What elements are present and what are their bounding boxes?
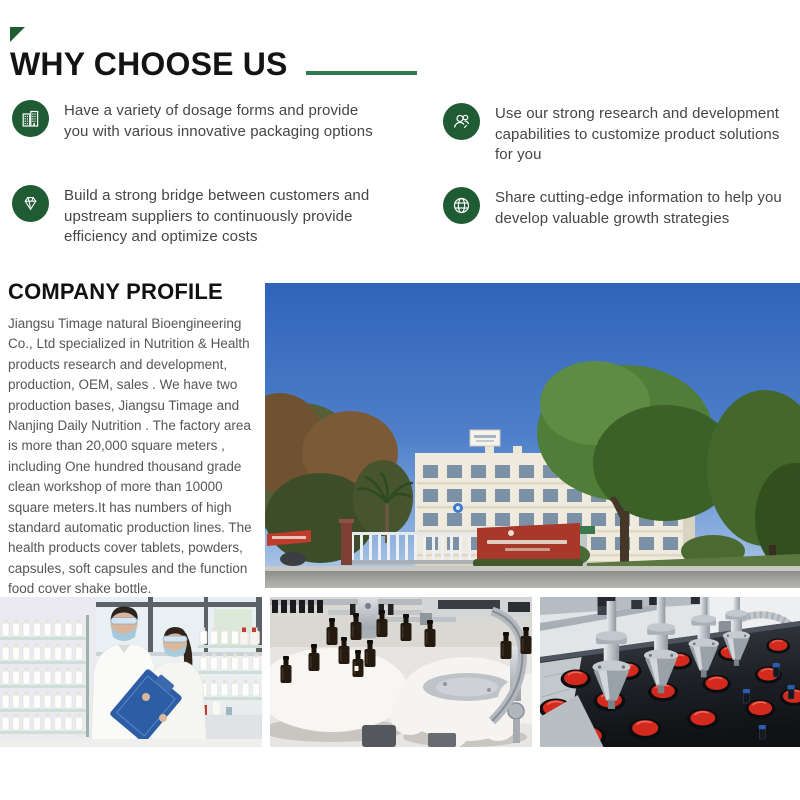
- why-choose-us-title: WHY CHOOSE US: [10, 46, 288, 82]
- company-profile-title: COMPANY PROFILE: [8, 279, 223, 304]
- diamond-icon: [12, 185, 49, 222]
- research-team-icon: [443, 103, 480, 140]
- factory-building-photo: [265, 283, 800, 588]
- red-cap-filling-machine-photo: [540, 597, 800, 747]
- feature-text: Build a strong bridge between customers and upstream suppliers to continuously provide efficiency and optimize costs: [64, 187, 370, 245]
- buildings-icon: [12, 100, 49, 137]
- feature-research-development: [443, 103, 795, 166]
- company-profile-body: Jiangsu Timage natural Bioengineering Co., Ltd specialized in Nutrition & Health products research and development, production, OEM, sales . We have two production bases, Jiangsu Timage and Nanjing Daily Nutrition . The factory area is more than 20,000 square meters , including One hundred thousand grade clean workshop of more than 10000 square meters.It has numbers of high standard automatic production lines. The health products cover tablets, powders, capsules, soft capsules and the function food cover shake bottle.: [8, 316, 252, 597]
- feature-bridge-suppliers: [12, 185, 386, 248]
- feature-growth-strategies: [443, 187, 800, 229]
- bottle-filling-line-photo: [270, 597, 532, 747]
- laboratory-quality-check-photo: [0, 597, 262, 747]
- title-accent-line: [306, 71, 417, 75]
- feature-text: Share cutting-edge information to help you develop valuable growth strategies: [495, 189, 782, 227]
- globe-icon: [443, 187, 480, 224]
- corner-triangle-decoration: [10, 27, 25, 42]
- feature-text: Use our strong research and development capabilities to customize product solutions for you: [495, 105, 780, 163]
- feature-text: Have a variety of dosage forms and provide you with various innovative packaging options: [64, 102, 373, 140]
- feature-dosage-forms: [12, 100, 380, 142]
